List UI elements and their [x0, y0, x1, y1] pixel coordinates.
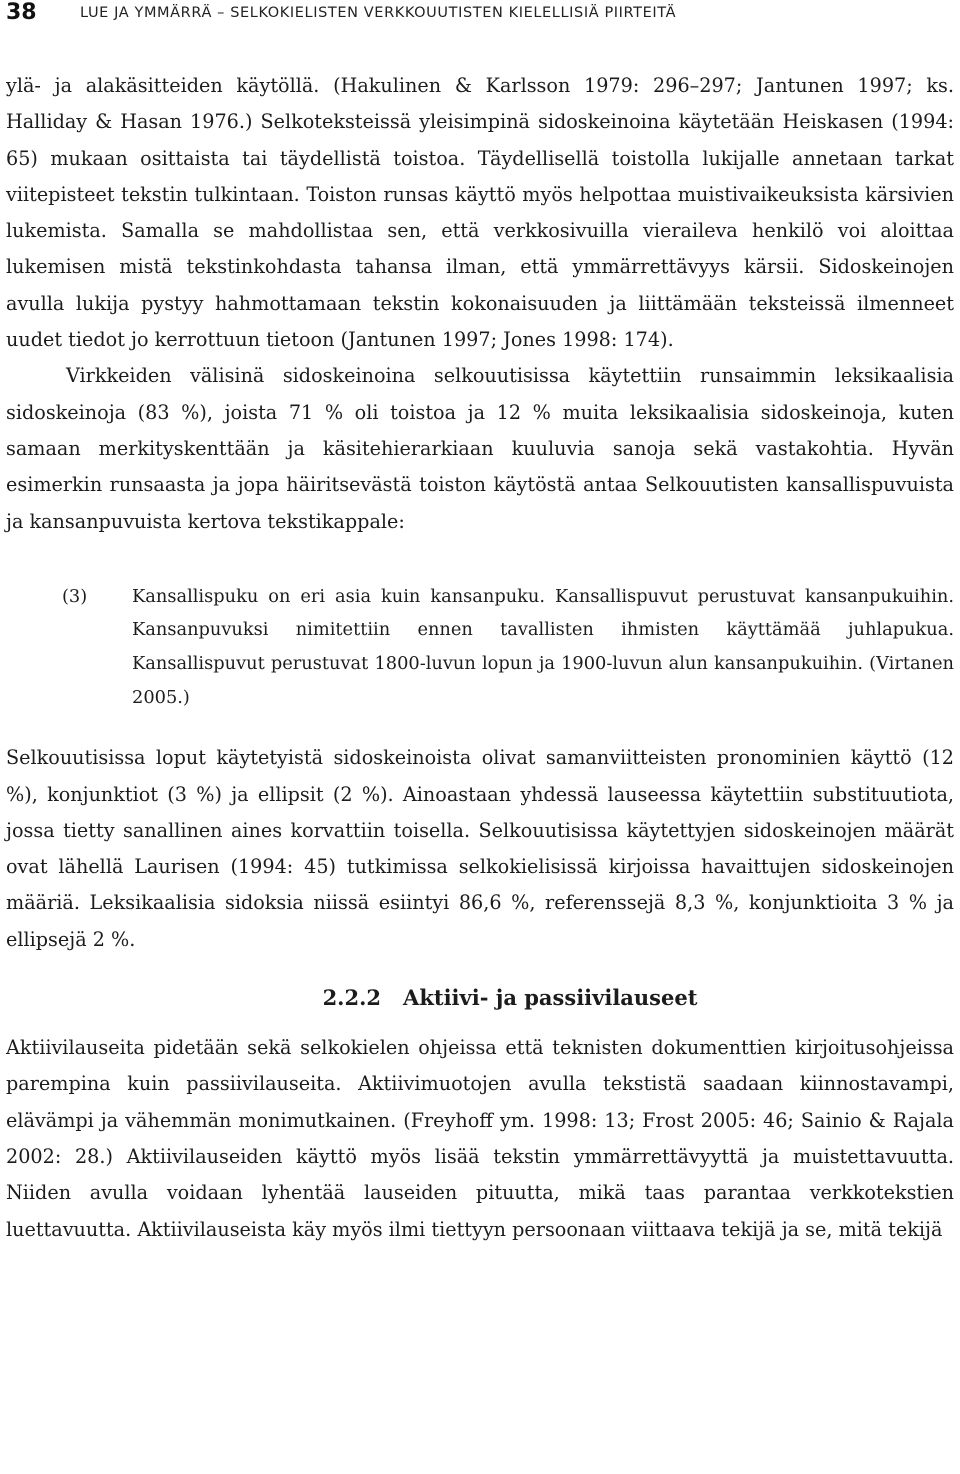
paragraph-lexical-cohesion: Virkkeiden välisinä sidoskeinoina selkouutisissa käytettiin runsaimmin leksikaalisia sidoskeinoja (83 %), joista 71 % oli toistoa ja 12 % muita leksikaalisia sidoskeinoja, kuten samaan merkityskenttään ja käsitehierarkiaan kuuluvia sanoja sekä vastakohtia. Hyvän esimerkin runsaasta ja jopa häiritsevästä toiston käytöstä antaa Selkouutisten kansallispuvuista ja kansanpuvuista kertova tekstikappale: [6, 364, 954, 533]
example-block [6, 580, 954, 714]
example-number: (3) [62, 585, 88, 607]
page-number: 38 [6, 0, 37, 25]
page-header [0, 0, 960, 38]
paragraph-cohesion-intro: ylä- ja alakäsitteiden käytöllä. (Hakulinen & Karlsson 1979: 296–297; Jantunen 1997; ks. Halliday & Hasan 1976.) Selkoteksteissä yleisimpinä sidoskeinoina käytetään Heiskasen (1994: 65) mukaan osittaista tai täydellistä toistoa. Täydellisellä toistolla lukijalle annetaan tarkat viitepisteet tekstin tulkintaan. Toiston runsas käyttö myös helpottaa muistivaikeuksista kärsivien lukemista. Samalla se mahdollistaa sen, että verkkosivuilla vieraileva henkilö voi aloittaa lukemisen mistä tekstinkohdasta tahansa ilman, että ymmärrettävyys kärsii. Sidoskeinojen avulla lukija pystyy hahmottamaan tekstin kokonaisuuden ja liittämään teksteissä ilmenneet uudet tiedot jo kerrottuun tietoon (Jantunen 1997; Jones 1998: 174). [6, 74, 954, 352]
running-head: LUE JA YMMÄRRÄ – SELKOKIELISTEN VERKKOUUTISTEN KIELELLISIÄ PIIRTEITÄ [80, 5, 677, 21]
body-text [6, 68, 954, 1248]
section-heading [6, 980, 954, 1016]
paragraph-other-cohesion: Selkouutisissa loput käytetyistä sidoskeinoista olivat samanviitteisten pronominien käyttö (12 %), konjunktiot (3 %) ja ellipsit (2 %). Ainoastaan yhdessä lauseessa käytettiin substituutiota, jossa tietty sanallinen aines korvattiin toisella. Selkouutisissa käytettyjen sidoskeinojen määrät ovat lähellä Laurisen (1994: 45) tutkimissa selkokielisissä kirjoissa havaittujen sidoskeinojen määriä. Leksikaalisia sidoksia niissä esiintyi 86,6 %, referenssejä 8,3 %, konjunktioita 3 % ja ellipsejä 2 %. [6, 746, 954, 951]
example-text: Kansallispuku on eri asia kuin kansanpuku. Kansallispuvut perustuvat kansanpukuihin. Kansanpuvuksi nimitettiin ennen tavallisten ihmisten käyttämää juhlapukua. Kansallispuvut perustuvat 1800-luvun lopun ja 1900-luvun alun kansanpukuihin. (Virtanen 2005.) [132, 585, 954, 708]
paragraph-active-clauses: Aktiivilauseita pidetään sekä selkokielen ohjeissa että teknisten dokumenttien kirjoitusohjeissa parempina kuin passiivilauseita. Aktiivimuotojen avulla tekstistä saadaan kiinnostavampi, elävämpi ja vähemmän monimutkainen. (Freyhoff ym. 1998: 13; Frost 2005: 46; Sainio & Rajala 2002: 28.) Aktiivilauseiden käyttö myös lisää tekstin ymmärrettävyyttä ja muistettavuutta. Niiden avulla voidaan lyhentää lauseiden pituutta, mikä taas parantaa verkkotekstien luettavuutta. Aktiivilauseista käy myös ilmi tiettyyn persoonaan viittaava tekijä ja se, mitä tekijä [6, 1036, 954, 1241]
section-title: Aktiivi- ja passiivilauseet [403, 985, 698, 1011]
section-number: 2.2.2 [322, 985, 382, 1011]
